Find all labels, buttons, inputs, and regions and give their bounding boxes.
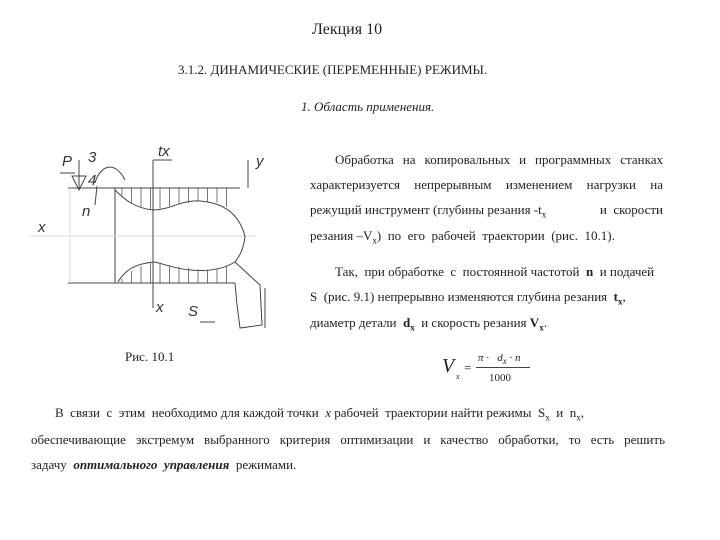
para3-line1 <box>55 405 584 426</box>
sub: x <box>617 296 623 307</box>
text: S (рис. 9.1) непрерывно изменяются глубина резания <box>310 289 614 304</box>
para1-line2: характеризуется непрерывным изменением нагрузки на <box>310 177 663 192</box>
sub: x <box>372 235 377 246</box>
cutting-tool <box>235 262 262 328</box>
para1-line1: Обработка на копировальных и программных станках <box>335 152 663 167</box>
text: , <box>622 289 626 304</box>
sub: x <box>576 412 581 423</box>
text: ) по его рабочей траектории (рис. 10.1). <box>376 228 615 243</box>
text: и n <box>549 405 577 420</box>
text: рабочей траектории найти режимы S <box>331 405 546 420</box>
sub: x <box>410 322 415 333</box>
formula-eq: = <box>464 360 472 375</box>
sub: x <box>539 322 544 333</box>
label-x-left: x <box>38 219 46 236</box>
figure-caption: Рис. 10.1 <box>125 349 175 364</box>
text: , <box>580 405 584 420</box>
num: π · d <box>478 352 503 364</box>
label-y: y <box>256 153 264 170</box>
label-x-bottom: x <box>156 299 164 316</box>
num-tail: · n <box>506 352 521 364</box>
section-heading: 3.1.2. ДИНАМИЧЕСКИЕ (ПЕРЕМЕННЫЕ) РЕЖИМЫ. <box>178 62 488 77</box>
para3-line3 <box>31 457 296 473</box>
sub: x <box>541 209 547 220</box>
rotation-arrow <box>95 167 125 183</box>
sub: x <box>502 356 507 367</box>
text: . <box>543 315 547 330</box>
label-s: S <box>188 303 199 320</box>
text: и подачей <box>593 264 655 279</box>
text: задачу <box>31 457 74 472</box>
label-3: 3 <box>88 149 97 166</box>
label-4: 4 <box>88 172 97 189</box>
text: и скорости <box>593 202 663 217</box>
formula-lhs-sub: x <box>456 372 460 381</box>
d-bold: d <box>402 315 411 330</box>
text: В связи с этим необходимо для каждой точки <box>55 405 326 420</box>
label-p: P <box>62 153 73 170</box>
label-tx: tx <box>158 143 170 160</box>
fraction-bar <box>476 367 530 368</box>
text: и скорость резания <box>414 315 530 330</box>
label-n: n <box>82 203 91 220</box>
x-italic: x <box>325 405 332 420</box>
text: режимами. <box>229 457 297 472</box>
text: резания –V <box>310 228 373 243</box>
emphasis: оптимального управления <box>73 457 230 472</box>
subsection-heading: 1. Область применения. <box>301 99 435 114</box>
sub: x <box>545 412 550 423</box>
text: Так, при обработке с постоянной частотой <box>335 264 586 279</box>
t-bold: t <box>613 289 618 304</box>
formula-denominator: 1000 <box>489 372 511 384</box>
para3-line2: обеспечивающие экстремум выбранного критерия оптимизации и качество обработки, то есть решить <box>31 432 665 447</box>
formula-lhs: V <box>442 355 455 377</box>
lecture-title: Лекция 10 <box>312 21 383 38</box>
v-bold: V <box>529 315 540 330</box>
text: режущий инструмент (глубины резания -t <box>310 202 542 217</box>
n-bold: n <box>585 264 594 279</box>
text: диаметр детали <box>310 315 403 330</box>
